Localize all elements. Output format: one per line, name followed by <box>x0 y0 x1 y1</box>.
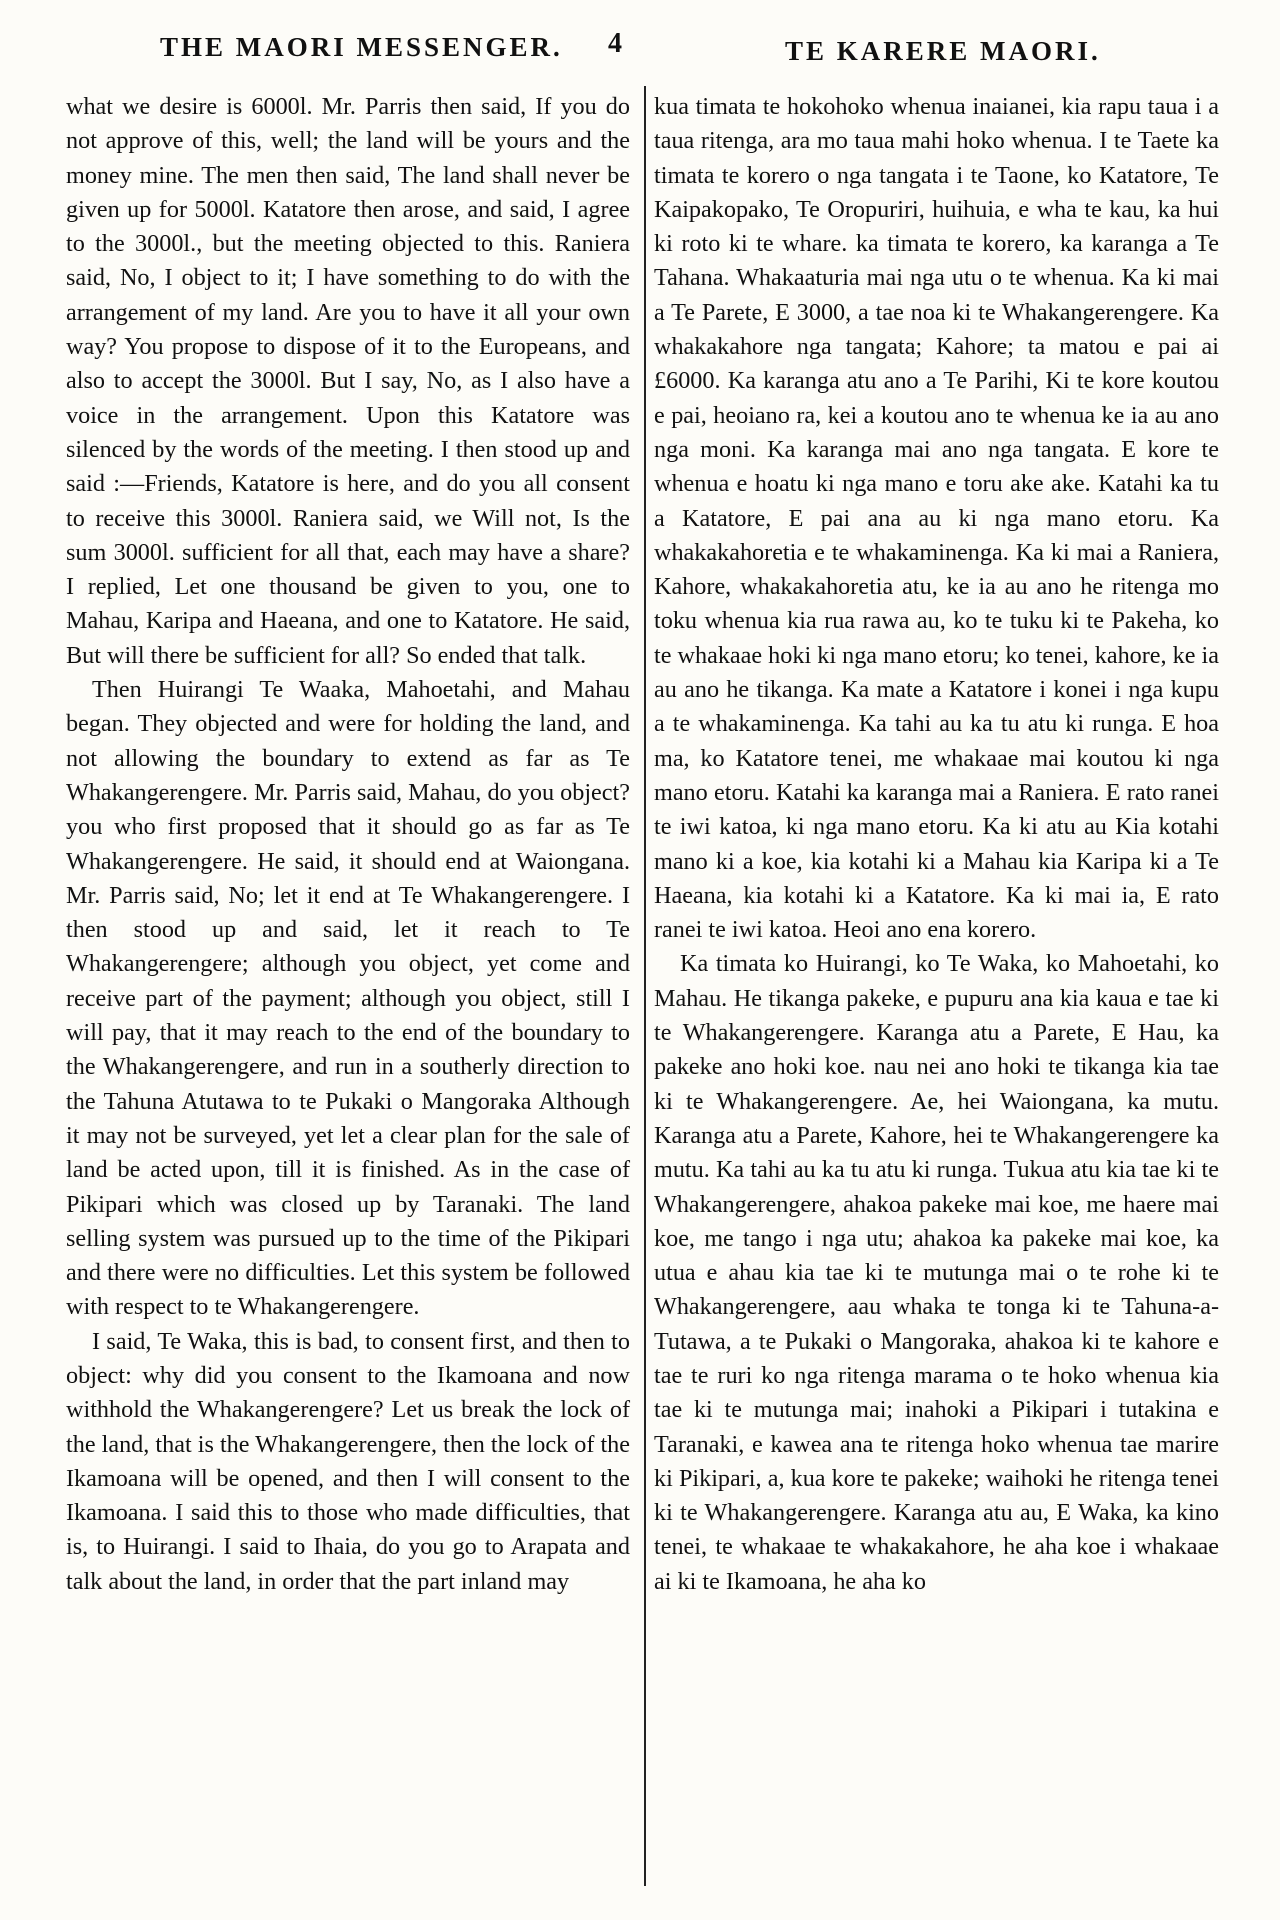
header-english-title: THE MAORI MESSENGER. <box>160 32 563 62</box>
page-header <box>40 22 1240 72</box>
maori-paragraph-1: kua timata te hokohoko whenua inaianei, kia rapu taua i a taua ritenga, ara mo taua mahi hoko whenua. I te Taete ka timata te korero o nga tangata i te Taone, ko Katatore, Te Kaipakopako, Te Oropuriri, huihuia, e wha te kau, ka hui ki roto ki te whare. ka timata te korero, ka karanga a Te Tahana. Whakaaturia mai nga utu o te whenua. Ka ki mai a Te Parete, E 3000, a tae noa ki te Whakangerengere. Ka whakakahore nga tangata; Kahore; ta matou e pai ai £6000. Ka karanga atu ano a Te Parihi, Ki te kore koutou e pai, heoiano ra, kei a koutou ano te whenua ke ia au ano nga moni. Ka karanga mai ano nga tangata. E kore te whenua e hoatu ki nga mano e toru ake ake. Katahi ka tu a Katatore, E pai ana au ki nga mano etoru. Ka whakakahoretia e te whakaminenga. Ka ki mai a Raniera, Kahore, whakakahoretia atu, ke ia au ano he ritenga mo toku whenua kia rua rawa au, ko te tuku ki te Pakeha, ko te whakaae hoki ki nga mano etoru; ko tenei, kahore, ke ia au ano he tikanga. Ka mate a Katatore i konei i nga kupu a te whakaminenga. Ka tahi au ka tu atu ki runga. E hoa ma, ko Katatore tenei, me whakaae mai koutou ki nga mano etoru. Katahi ka karanga mai a Raniera. E rato ranei te iwi katoa, ki nga mano etoru. Ka ki atu au Kia kotahi mano ki a koe, kia kotahi ki a Mahau kia Karipa ki a Te Haeana, kia kotahi ki a Katatore. Ka ki mai ia, E rato ranei te iwi katoa. Heoi ano ena korero. <box>654 93 1219 944</box>
column-divider <box>644 86 646 1886</box>
maori-paragraph-2: Ka timata ko Huirangi, ko Te Waka, ko Mahoetahi, ko Mahau. He tikanga pakeke, e pupuru ana kia kaua e tae ki te Whakangerengere. Karanga atu a Parete, E Hau, ka pakeke ano hoki koe. nau nei ano hoki te tikanga kia tae ki te Whakangerengere. Ae, hei Waiongana, ka mutu. Karanga atu a Parete, Kahore, hei te Whakangerengere ka mutu. Ka tahi au ka tu atu ki runga. Tukua atu kia tae ki te Whakangerengere, ahakoa pakeke mai koe, me haere mai koe, me tango i nga utu; ahakoa ka pakeke mai koe, ka utua e ahau kia tae ki te mutunga mai o te rohe ki te Whakangerengere, aau whaka te tonga ki te Tahuna-a-Tutawa, a te Pukaki o Mangoraka, ahakoa ki te kahore e tae te ruri ko nga ritenga marama o te hoko whenua kia tae ki te mutunga mai; inahoki a Pikipari i tutakina e Taranaki, e kawea ana te ritenga hoko whenua tae marire ki Pikipari, a, kua kore te pakeke; waihoki he ritenga tenei ki te Whakangerengere. Karanga atu au, E Waka, ka kino tenei, te whakaae te whakakahore, he aha koe i whakaae ai ki te Ikamoana, he aha ko <box>654 950 1219 1595</box>
english-column <box>66 90 630 1599</box>
english-paragraph-1: what we desire is 6000l. Mr. Parris then said, If you do not approve of this, well; the land will be yours and the money mine. The men then said, The land shall never be given up for 5000l. Katatore then arose, and said, I agree to the 3000l., but the meeting objected to this. Raniera said, No, I object to it; I have something to do with the arrangement of my land. Are you to have it all your own way? You propose to dispose of it to the Europeans, and also to accept the 3000l. But I say, No, as I also have a voice in the arrangement. Upon this Katatore was silenced by the words of the meeting. I then stood up and said :—Friends, Katatore is here, and do you all consent to receive this 3000l. Raniera said, we Will not, Is the sum 3000l. sufficient for all that, each may have a share? I replied, Let one thousand be given to you, one to Mahau, Karipa and Haeana, and one to Katatore. He said, But will there be sufficient for all? So ended that talk. <box>66 93 630 669</box>
page-number: 4 <box>608 28 625 59</box>
english-paragraph-2: Then Huirangi Te Waaka, Mahoetahi, and Mahau began. They objected and were for holding the land, and not allowing the boundary to extend as far as Te Whakangerengere. Mr. Parris said, Mahau, do you object? you who first proposed that it should go as far as Te Whakangerengere. He said, it should end at Waiongana. Mr. Parris said, No; let it end at Te Whakangerengere. I then stood up and said, let it reach to Te Whakangerengere; although you object, yet come and receive part of the payment; although you object, still I will pay, that it may reach to the end of the boundary to the Whakangerengere, and run in a southerly direction to the Tahuna Atutawa to te Pukaki o Mangoraka Although it may not be surveyed, yet let a clear plan for the sale of land be acted upon, till it is finished. As in the case of Pikipari which was closed up by Taranaki. The land selling system was pursued up to the time of the Pikipari and there were no difficulties. Let this system be followed with respect to te Whakangerengere. <box>66 676 630 1321</box>
english-paragraph-3: I said, Te Waka, this is bad, to consent first, and then to object: why did you consent to the Ikamoana and now withhold the Whakangerengere? Let us break the lock of the land, that is the Whakangerengere, then the lock of the Ikamoana will be opened, and then I will consent to the Ikamoana. I said this to those who made difficulties, that is, to Huirangi. I said to Ihaia, do you go to Arapata and talk about the land, in order that the part inland may <box>66 1327 630 1595</box>
header-maori-title: TE KARERE MAORI. <box>785 36 1101 66</box>
maori-column <box>654 90 1219 1599</box>
